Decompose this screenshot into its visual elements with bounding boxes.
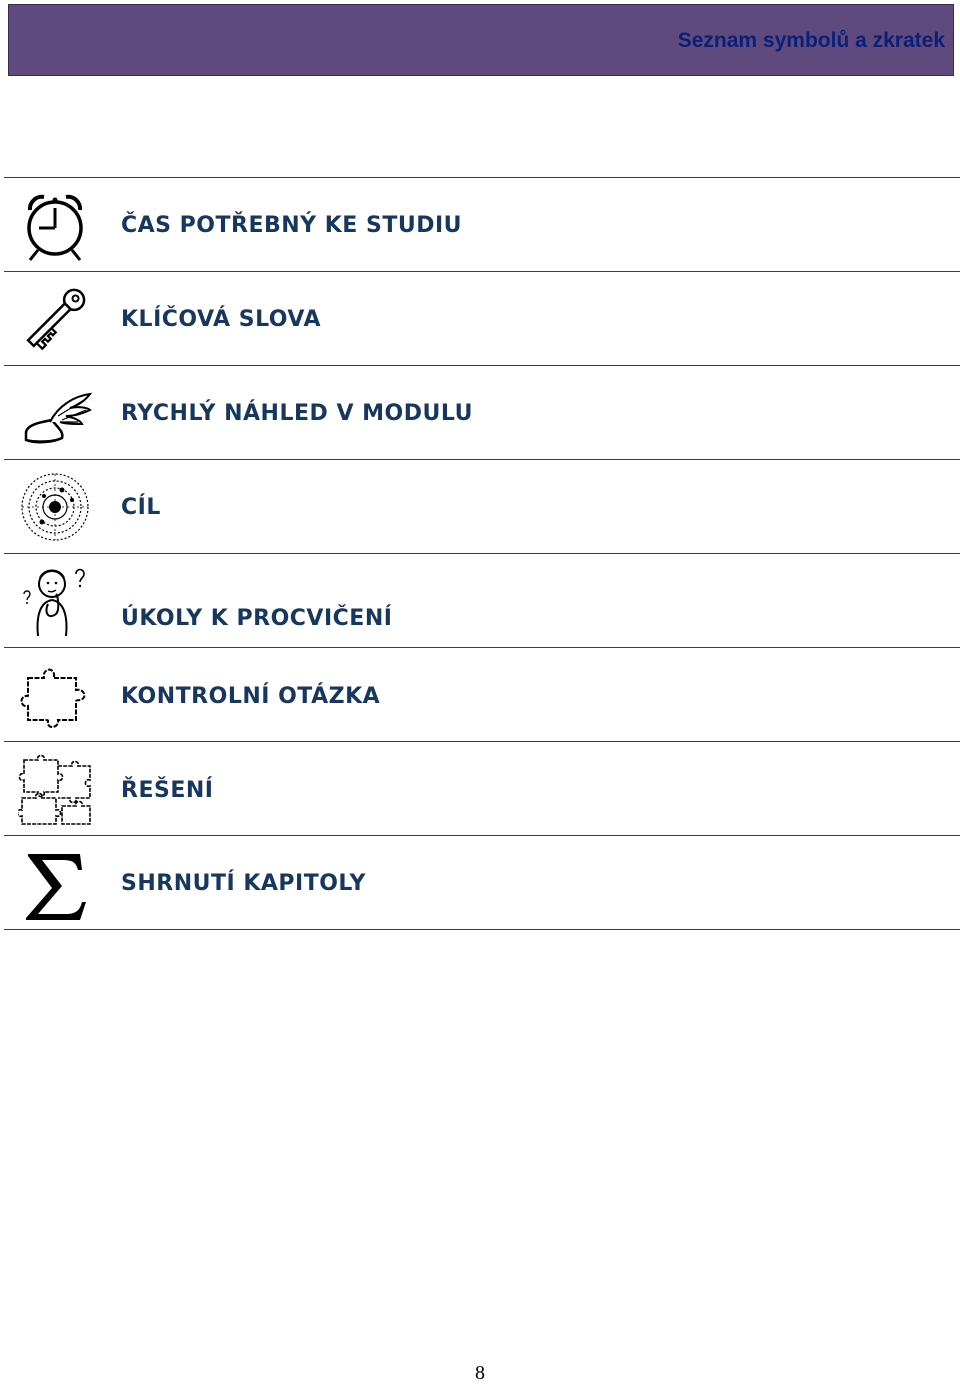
winged-shoe-icon xyxy=(18,376,92,450)
symbol-label: RYCHLÝ NÁHLED V MODULU xyxy=(121,401,473,426)
page-number: 8 xyxy=(475,1362,485,1384)
symbol-row-quick-preview xyxy=(4,366,960,460)
symbol-row-goal xyxy=(4,460,960,554)
symbol-row-study-time xyxy=(4,178,960,272)
symbol-label: SHRNUTÍ KAPITOLY xyxy=(121,871,366,896)
symbol-label: ÚKOLY K PROCVIČENÍ xyxy=(121,606,393,631)
symbol-label: KONTROLNÍ OTÁZKA xyxy=(121,684,381,709)
page-title: Seznam symbolů a zkratek xyxy=(677,29,945,52)
symbol-table xyxy=(4,177,960,930)
symbol-label: ČAS POTŘEBNÝ KE STUDIU xyxy=(121,213,463,238)
symbol-label: KLÍČOVÁ SLOVA xyxy=(121,307,321,332)
puzzle-pieces-icon xyxy=(18,752,92,826)
symbol-label: ŘEŠENÍ xyxy=(121,778,214,803)
key-icon xyxy=(18,282,92,356)
symbol-row-exercises xyxy=(4,554,960,648)
alarm-clock-icon xyxy=(18,188,92,262)
symbol-row-solution xyxy=(4,742,960,836)
symbol-row-keywords xyxy=(4,272,960,366)
thinking-boy-icon xyxy=(18,564,92,638)
symbol-row-control-question xyxy=(4,648,960,742)
header-bar xyxy=(8,4,954,76)
sigma-icon xyxy=(18,846,92,920)
symbol-label: CÍL xyxy=(121,495,161,520)
puzzle-piece-icon xyxy=(18,658,92,732)
symbol-row-chapter-summary xyxy=(4,836,960,930)
target-icon xyxy=(18,470,92,544)
